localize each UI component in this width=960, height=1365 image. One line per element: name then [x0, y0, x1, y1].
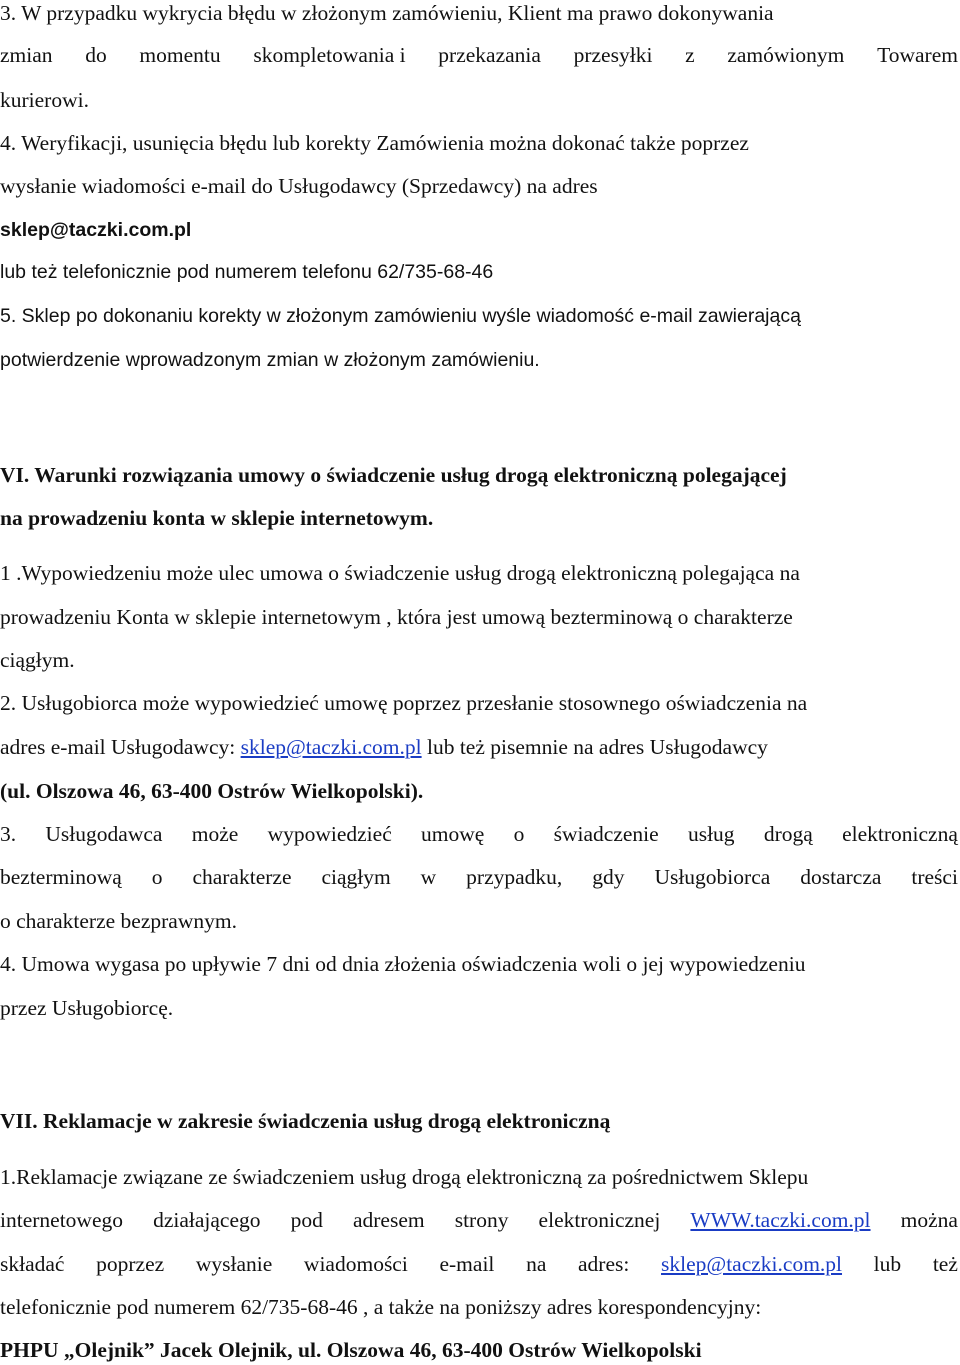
- s7-item-1-line-5: PHPU „Olejnik” Jacek Olejnik, ul. Olszowa 46, 63-400 Ostrów Wielkopolski: [0, 1338, 702, 1362]
- s7-item-1-line-4: telefonicznie pod numerem 62/735-68-46 , a także na poniższy adres korespondencyjny:: [0, 1295, 762, 1319]
- s6-item-1-line-3: ciągłym.: [0, 648, 75, 672]
- email-link-2[interactable]: sklep@taczki.com.pl: [661, 1252, 843, 1276]
- s6-item-2-line-1: 2. Usługobiorca może wypowiedzieć umowę poprzez przesłanie stosownego oświadczenia na: [0, 691, 808, 715]
- p4-line-1: 4. Weryfikacji, usunięcia błędu lub korekty Zamówienia można dokonać także poprzez: [0, 131, 749, 155]
- s6-item-1-line-1: 1 .Wypowiedzeniu może ulec umowa o świadczenie usług drogą elektroniczną polegająca na: [0, 561, 800, 585]
- s6-item-4-line-1: 4. Umowa wygasa po upływie 7 dni od dnia złożenia oświadczenia woli o jej wypowiedzeniu: [0, 952, 806, 976]
- s6-item-4-line-2: przez Usługobiorcę.: [0, 996, 174, 1020]
- s6-item-3-line-3: o charakterze bezprawnym.: [0, 909, 237, 933]
- p3-line-1: 3. W przypadku wykrycia błędu w złożonym zamówieniu, Klient ma prawo dokonywania: [0, 1, 774, 25]
- s6-item-2-line-3: (ul. Olszowa 46, 63-400 Ostrów Wielkopolski).: [0, 779, 424, 803]
- p5-line-1: 5. Sklep po dokonaniu korekty w złożonym zamówieniu wyśle wiadomość e-mail zawierającą: [0, 305, 801, 327]
- p5-line-2: potwierdzenie wprowadzonym zmian w złożonym zamówieniu.: [0, 349, 540, 371]
- s6-item-3-line-1: 3. Usługodawca może wypowiedzieć umowę o świadczenie usług drogą elektroniczną: [0, 822, 958, 846]
- p4-email: sklep@taczki.com.pl: [0, 219, 192, 241]
- s6-item-2-line-2: adres e-mail Usługodawcy: sklep@taczki.com.pl lub też pisemnie na adres Usługodawcy: [0, 735, 768, 759]
- p4-line-2: wysłanie wiadomości e-mail do Usługodawcy (Sprzedawcy) na adres: [0, 174, 598, 198]
- email-link[interactable]: sklep@taczki.com.pl: [240, 735, 422, 759]
- s6-item-1-line-2: prowadzeniu Konta w sklepie internetowym , która jest umową bezterminową o charakterze: [0, 605, 793, 629]
- p3-line-3: kurierowi.: [0, 88, 89, 112]
- section-6-heading-line-1: VI. Warunki rozwiązania umowy o świadczenie usług drogą elektroniczną polegającej: [0, 463, 787, 487]
- s7-item-1-line-2: internetowego działającego pod adresem strony elektronicznej WWW.taczki.com.pl można: [0, 1208, 958, 1232]
- website-link[interactable]: WWW.taczki.com.pl: [690, 1208, 871, 1232]
- section-7-heading: VII. Reklamacje w zakresie świadczenia usług drogą elektroniczną: [0, 1109, 611, 1133]
- section-6-heading-line-2: na prowadzeniu konta w sklepie internetowym.: [0, 506, 434, 530]
- p4-line-4: lub też telefonicznie pod numerem telefonu 62/735-68-46: [0, 261, 494, 283]
- s7-item-1-line-3: składać poprzez wysłanie wiadomości e-mail na adres: sklep@taczki.com.pl lub też: [0, 1252, 958, 1276]
- s6-item-3-line-2: bezterminową o charakterze ciągłym w przypadku, gdy Usługobiorca dostarcza treści: [0, 865, 958, 889]
- s7-item-1-line-1: 1.Reklamacje związane ze świadczeniem usług drogą elektroniczną za pośrednictwem Sklepu: [0, 1165, 809, 1189]
- p3-line-2: zmian do momentu skompletowania i przekazania przesyłki z zamówionym Towarem: [0, 43, 958, 67]
